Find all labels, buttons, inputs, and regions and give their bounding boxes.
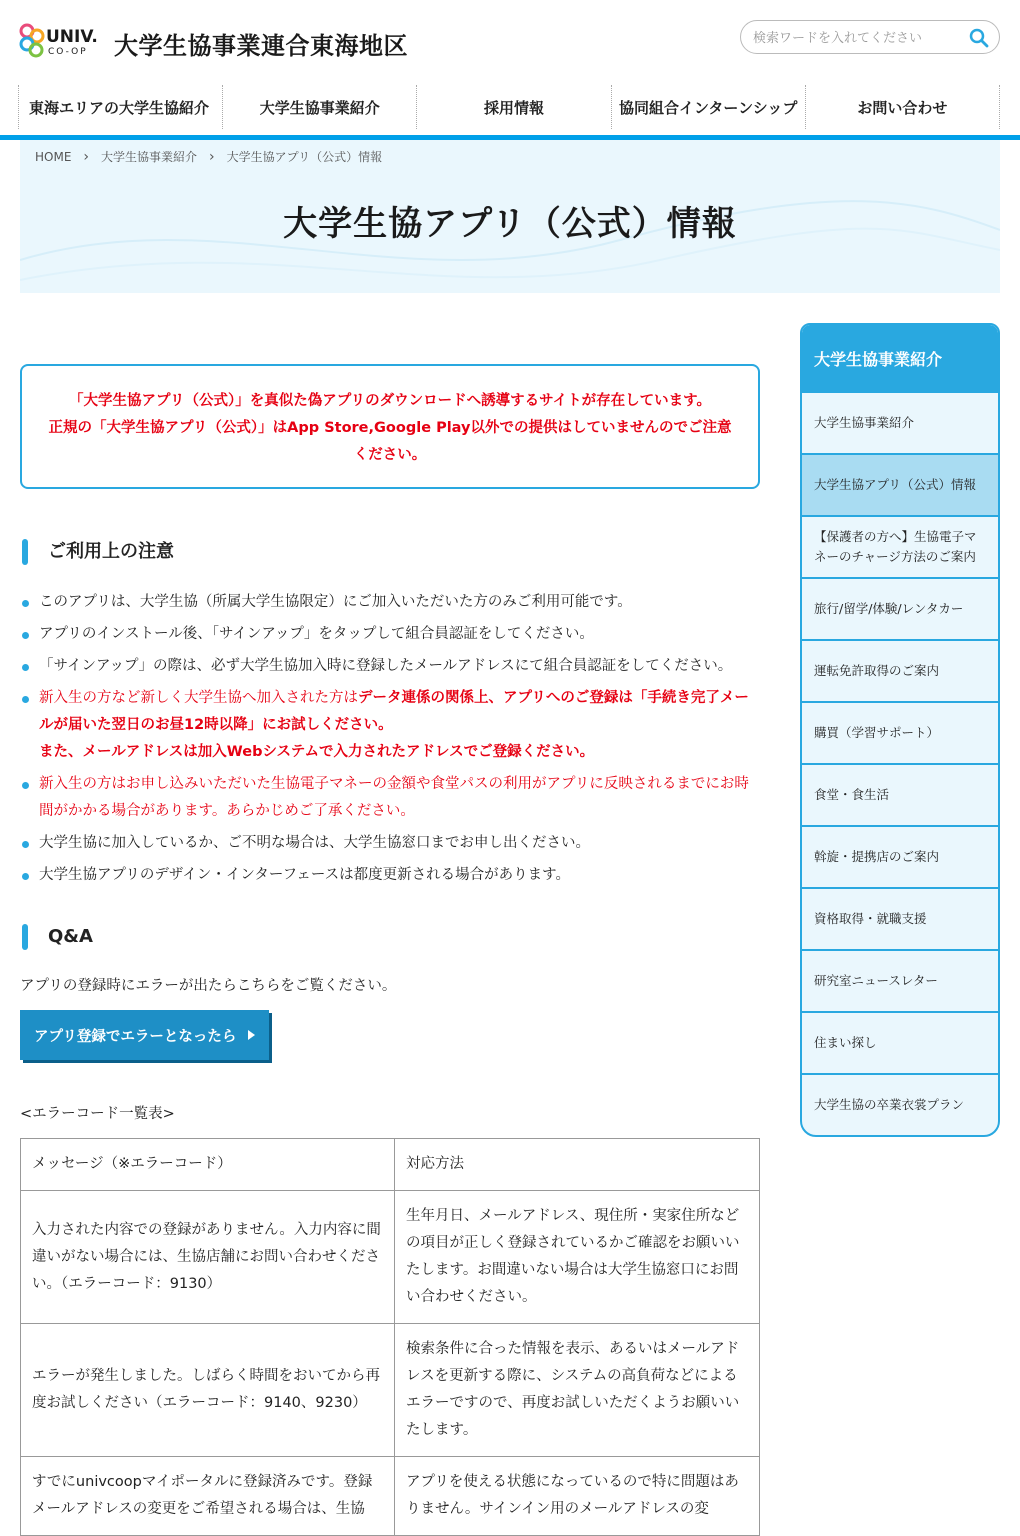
note-text: 新入生の方はお申し込みいただいた生協電子マネーの金額や食堂パスの利用がアプリに反映されるまでにお時間がかかる場合があります。あらかじめご了承ください。 (39, 776, 749, 819)
app-error-button-label: アプリ登録でエラーとなったら (34, 1028, 237, 1045)
list-item (20, 589, 760, 616)
list-item (20, 862, 760, 889)
table-cell: アプリを使える状態になっているので特に問題はありません。サインイン用のメールアドレスの変 (395, 1457, 760, 1536)
table-cell: 入力された内容での登録がありません。入力内容に間違いがない場合には、生協店舗にお問い合わせください。（エラーコード：9130） (21, 1191, 395, 1324)
heading-accent-bar (22, 539, 28, 565)
table-row (21, 1457, 760, 1536)
usage-notes (20, 589, 760, 889)
warning-line-2: 正規の「大学生協アプリ（公式）」はApp Store,Google Play以外での提供はしていませんのでご注意ください。 (48, 420, 732, 463)
global-nav (18, 85, 1000, 129)
univ-coop-logo[interactable] (18, 22, 104, 60)
note-text: 新入生の方など新しく大学生協へ加入された方は (39, 690, 358, 706)
list-item (20, 771, 760, 825)
nav-item-contact[interactable]: お問い合わせ (806, 85, 1000, 129)
heading-accent-bar (22, 924, 28, 950)
note-text: 「サインアップ」の際は、必ず大学生協加入時に登録したメールアドレスにて組合員認証をしてください。 (39, 658, 733, 674)
note-text: このアプリは、大学生協（所属大学生協限定）にご加入いただいた方のみご利用可能です。 (39, 594, 632, 610)
nav-item-internship[interactable]: 協同組合インターンシップ (612, 85, 806, 129)
note-text: 大学生協アプリのデザイン・インターフェースは都度更新される場合があります。 (39, 867, 570, 883)
bullet-icon (22, 873, 29, 880)
usage-heading-text: ご利用上の注意 (48, 541, 174, 562)
note-text: アプリのインストール後、「サインアップ」をタップして組合員認証をしてください。 (39, 626, 594, 642)
table-header: 対応方法 (395, 1139, 760, 1191)
qa-description: アプリの登録時にエラーが出たらこちらをご覧ください。 (20, 978, 397, 994)
page-hero (20, 140, 1000, 293)
sidebar-item-e-money-charge[interactable]: 【保護者の方へ】生協電子マネーのチャージ方法のご案内 (802, 515, 998, 577)
error-code-table (20, 1138, 760, 1536)
table-row (21, 1324, 760, 1457)
sidebar-item-housing[interactable]: 住まい探し (802, 1011, 998, 1073)
table-header-row (21, 1139, 760, 1191)
bullet-icon (22, 632, 29, 639)
table-cell: 生年月日、メールアドレス、現住所・実家住所などの項目が正しく登録されているかご確認をお願いいたします。お間違いない場合は大学生協窓口にお問い合わせください。 (395, 1191, 760, 1324)
breadcrumb-business[interactable]: 大学生協事業紹介 (101, 150, 198, 164)
chevron-right-icon: › (209, 148, 215, 165)
caret-right-icon (248, 1030, 255, 1040)
bullet-icon (22, 696, 29, 703)
search-icon[interactable] (969, 28, 989, 48)
sidebar-item-app-info[interactable]: 大学生協アプリ（公式）情報 (802, 453, 998, 515)
breadcrumb (35, 148, 382, 165)
search-box (740, 20, 1000, 54)
bullet-icon (22, 664, 29, 671)
table-row (21, 1191, 760, 1324)
table-header: メッセージ（※エラーコード） (21, 1139, 395, 1191)
search-input[interactable] (753, 27, 963, 49)
list-item (20, 621, 760, 648)
sidebar-item-driving-license[interactable]: 運転免許取得のご案内 (802, 639, 998, 701)
table-cell: すでにunivcoopマイポータルに登録済みです。登録メールアドレスの変更をご希望される場合は、生協 (21, 1457, 395, 1536)
qa-heading (20, 922, 760, 952)
table-cell: 検索条件に合った情報を表示、あるいはメールアドレスを更新する際に、システムの高負荷などによるエラーですので、再度お試しいただくようお願いいたします。 (395, 1324, 760, 1457)
sidebar-item-travel[interactable]: 旅行/留学/体験/レンタカー (802, 577, 998, 639)
app-error-button[interactable] (20, 1010, 269, 1060)
sidebar-item-purchase[interactable]: 購買（学習サポート） (802, 701, 998, 763)
sidebar-item-cafeteria[interactable]: 食堂・食生活 (802, 763, 998, 825)
usage-heading (20, 537, 760, 567)
sidebar-item-business[interactable]: 大学生協事業紹介 (802, 391, 998, 453)
note-text: 大学生協に加入しているか、ご不明な場合は、大学生協窓口までお申し出ください。 (39, 835, 590, 851)
page-title: 大学生協アプリ（公式）情報 (283, 204, 737, 244)
breadcrumb-home[interactable]: HOME (35, 149, 72, 164)
sidebar-item-partner-shops[interactable]: 斡旋・提携店のご案内 (802, 825, 998, 887)
sidebar-heading[interactable]: 大学生協事業紹介 (802, 325, 998, 391)
error-table-caption: <エラーコード一覧表> (20, 1106, 175, 1122)
fake-app-warning (20, 364, 760, 489)
sidebar-item-graduation-attire[interactable]: 大学生協の卒業衣裳プラン (802, 1073, 998, 1135)
warning-line-1: 「大学生協アプリ（公式）」を真似た偽アプリのダウンロードへ誘導するサイトが存在しています。 (69, 393, 711, 409)
site-title[interactable]: 大学生協事業連合東海地区 (114, 32, 408, 60)
main-content (20, 364, 760, 1536)
list-item (20, 685, 760, 766)
bullet-icon (22, 600, 29, 607)
nav-item-business[interactable]: 大学生協事業紹介 (223, 85, 417, 129)
list-item (20, 653, 760, 680)
bullet-icon (22, 782, 29, 789)
sidebar-menu (800, 323, 1000, 1137)
table-cell: エラーが発生しました。しばらく時間をおいてから再度お試しください（エラーコード：9140、9230） (21, 1324, 395, 1457)
svg-text:UNIV.: UNIV. (46, 27, 98, 47)
nav-item-tokai-coops[interactable]: 東海エリアの大学生協紹介 (18, 85, 223, 129)
breadcrumb-current: 大学生協アプリ（公式）情報 (226, 150, 383, 164)
qa-heading-text: Q&A (48, 926, 93, 947)
sidebar-item-career[interactable]: 資格取得・就職支援 (802, 887, 998, 949)
bullet-icon (22, 841, 29, 848)
note-text-bold: データ連係の関係上、アプリへのご登録は「手続き完了メールが届いた翌日のお昼12時以降」にお試しください。 (39, 690, 749, 733)
chevron-right-icon: › (83, 148, 90, 165)
svg-text:CO-OP: CO-OP (48, 47, 88, 57)
sidebar-item-newsletter[interactable]: 研究室ニュースレター (802, 949, 998, 1011)
nav-item-recruit[interactable]: 採用情報 (417, 85, 611, 129)
list-item (20, 830, 760, 857)
note-text-bold: また、メールアドレスは加入Webシステムで入力されたアドレスでご登録ください。 (39, 744, 595, 760)
site-header (0, 0, 1020, 80)
